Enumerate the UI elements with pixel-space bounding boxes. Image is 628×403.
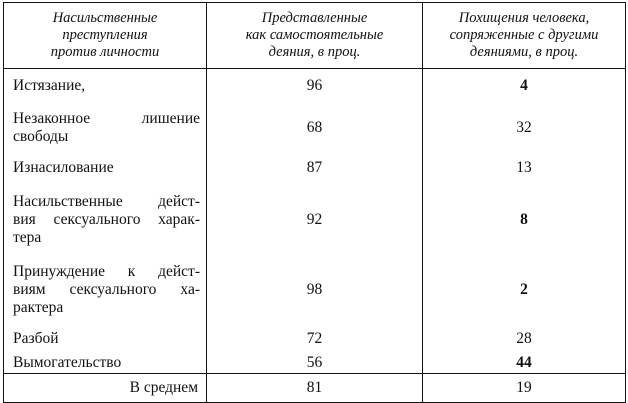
header-combined: Похищения человека, сопряженные с другими деяниями, в проц.	[423, 3, 626, 69]
average-combined-value: 19	[423, 374, 626, 403]
standalone-value: 56	[207, 353, 423, 374]
table-row	[4, 152, 626, 185]
standalone-value: 98	[207, 255, 423, 325]
combined-value: 2	[423, 255, 626, 325]
combined-value: 44	[423, 353, 626, 374]
combined-value: 28	[423, 325, 626, 353]
table-row	[4, 104, 626, 152]
row-label: Истязание,	[4, 69, 207, 104]
row-label: Разбой	[4, 325, 207, 353]
combined-value: 8	[423, 185, 626, 255]
combined-value: 32	[423, 104, 626, 152]
table-row	[4, 69, 626, 104]
table-row	[4, 185, 626, 255]
standalone-value: 96	[207, 69, 423, 104]
crime-statistics-table	[3, 2, 626, 403]
standalone-value: 68	[207, 104, 423, 152]
table-row	[4, 325, 626, 353]
standalone-value: 87	[207, 152, 423, 185]
table-row	[4, 255, 626, 325]
average-label: В среднем	[4, 374, 207, 403]
table-row	[4, 353, 626, 374]
combined-value: 4	[423, 69, 626, 104]
combined-value: 13	[423, 152, 626, 185]
average-standalone-value: 81	[207, 374, 423, 403]
header-standalone: Представленные как самостоятельные деяния, в проц.	[207, 3, 423, 69]
row-label: Насильственные дейст- вия сексуального харак- тера	[4, 185, 207, 255]
row-label: Вымогательство	[4, 353, 207, 374]
header-crime-type: Насильственные преступления против личности	[4, 3, 207, 69]
row-label: Изнасилование	[4, 152, 207, 185]
average-row	[4, 374, 626, 403]
standalone-value: 92	[207, 185, 423, 255]
standalone-value: 72	[207, 325, 423, 353]
row-label: Принуждение к дейст- виям сексуального ха- рактера	[4, 255, 207, 325]
header-row	[4, 3, 626, 69]
row-label: Незаконное лишение свободы	[4, 104, 207, 152]
